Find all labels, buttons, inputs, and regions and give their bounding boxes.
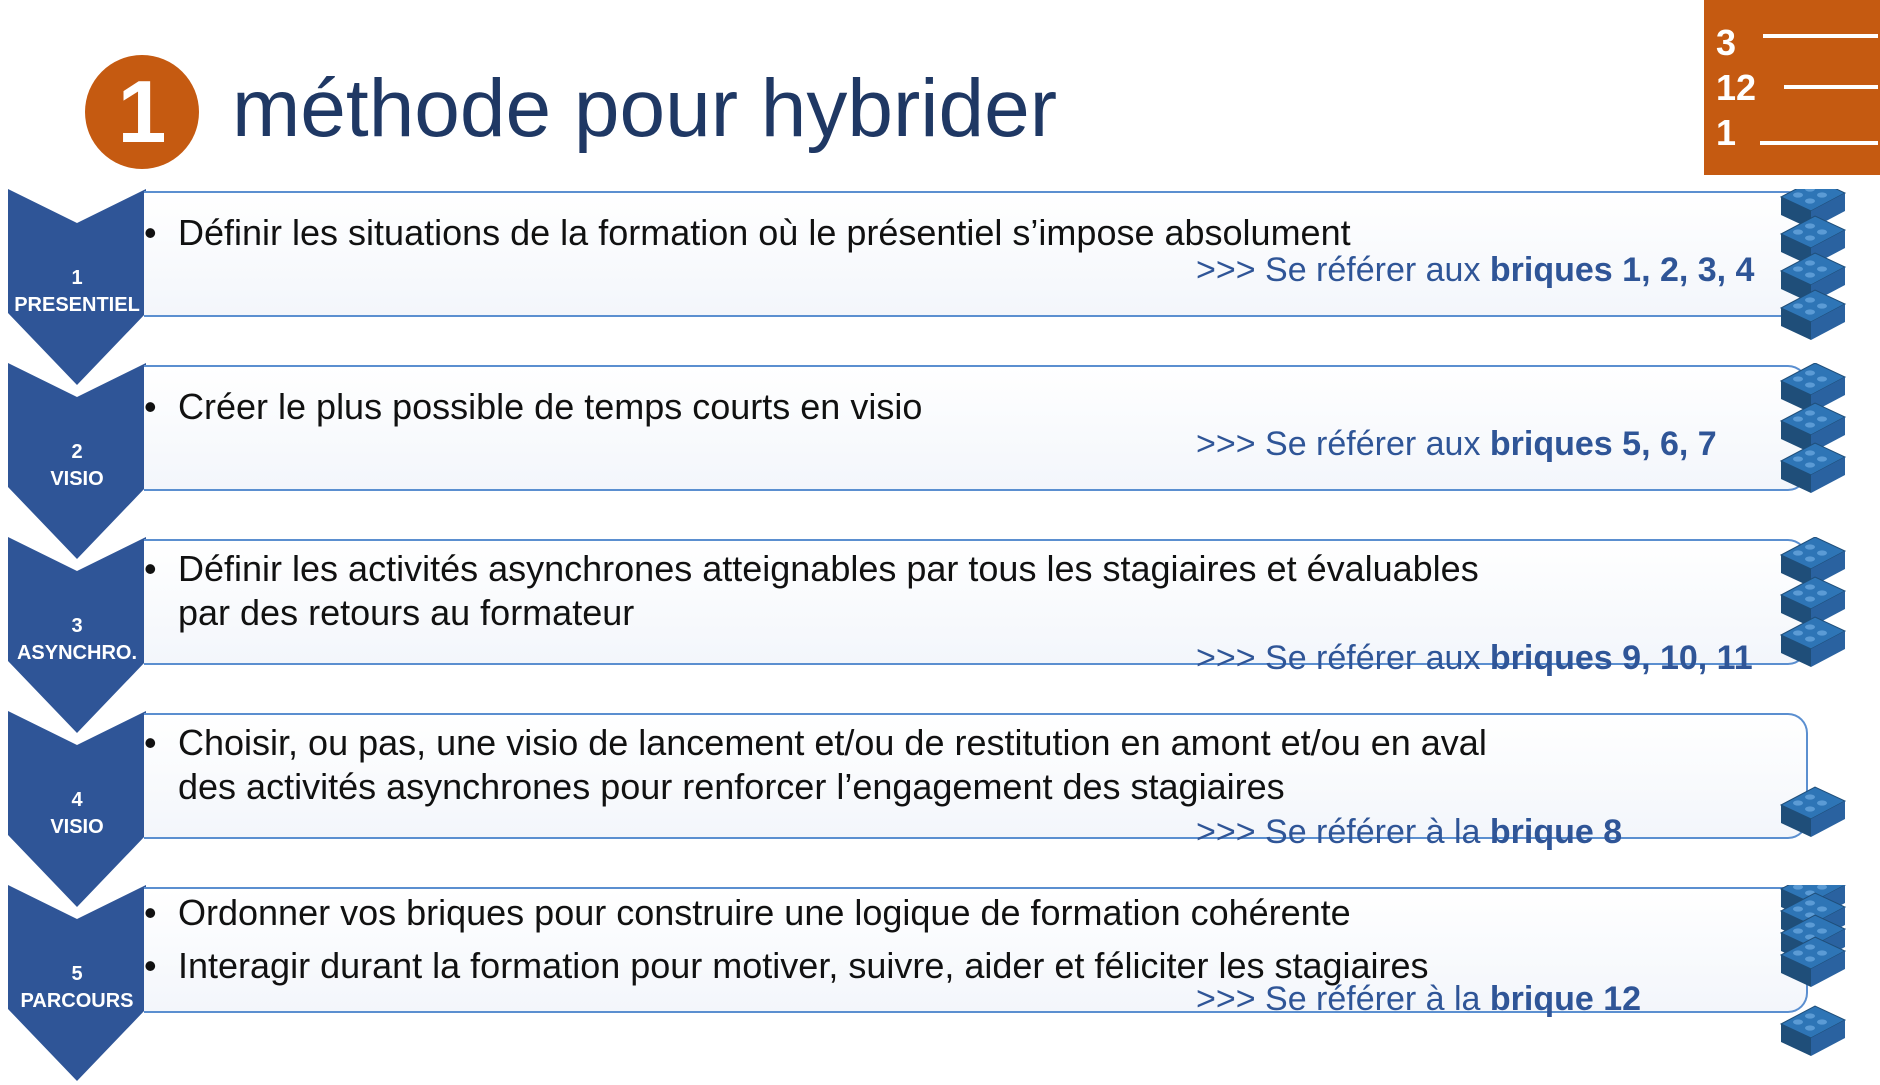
reference-bricks: briques 9, 10, 11 xyxy=(1489,639,1753,677)
bullet-text: • Créer le plus possible de temps courts en visio xyxy=(178,385,922,429)
lego-bricks-icon xyxy=(1773,885,1853,1085)
reference-bricks: brique 8 xyxy=(1489,813,1623,851)
title-number: 1 xyxy=(117,62,167,161)
reference-bricks: briques 1, 2, 3, 4 xyxy=(1489,251,1755,289)
bullet-text: • Choisir, ou pas, une visio de lancement et/ou de restitution en amont et/ou en aval des activités asynchrones pour renforcer l’engagement des stagiaires xyxy=(178,721,1487,809)
step-row-2 xyxy=(8,363,1878,533)
lego-bricks-icon xyxy=(1773,711,1853,911)
logo-rule xyxy=(1760,141,1878,145)
step-content-box xyxy=(144,539,1808,677)
bullet-text: • Interagir durant la formation pour motiver, suivre, aider et féliciter les stagiaires xyxy=(178,944,1429,988)
step-row-5 xyxy=(8,885,1878,1055)
logo-line-1: 3 xyxy=(1716,22,1737,63)
step-number: 5 xyxy=(71,963,83,985)
step-content-box xyxy=(144,887,1808,1018)
step-name: ASYNCHRO. xyxy=(16,642,137,664)
logo-line-3: 1 xyxy=(1716,112,1737,153)
logo-line-2: 12 xyxy=(1716,67,1757,108)
step-content-box xyxy=(144,365,1808,491)
lego-bricks-icon xyxy=(1773,363,1853,563)
step-name: VISIO xyxy=(50,816,104,838)
step-label xyxy=(8,787,146,841)
lego-bricks-icon xyxy=(1773,189,1853,389)
brick-reference xyxy=(1196,813,1622,852)
step-number: 2 xyxy=(71,441,83,463)
logo-rule xyxy=(1784,85,1878,89)
step-label xyxy=(8,265,146,319)
step-label xyxy=(8,439,146,493)
reference-prefix: >>> Se référer aux xyxy=(1196,251,1490,289)
title-number-badge xyxy=(85,55,199,169)
brick-reference xyxy=(1196,980,1641,1019)
reference-bricks: brique 12 xyxy=(1489,980,1642,1018)
bullet-text: • Définir les situations de la formation où le présentiel s’impose absolument xyxy=(178,211,1351,255)
bullet-text: • Ordonner vos briques pour construire une logique de formation cohérente xyxy=(178,891,1351,935)
step-row-3 xyxy=(8,537,1878,707)
reference-bricks: briques 5, 6, 7 xyxy=(1489,425,1717,463)
reference-prefix: >>> Se référer à la xyxy=(1196,813,1490,851)
lego-bricks-icon xyxy=(1773,537,1853,737)
logo-3-12-1 xyxy=(1704,0,1880,175)
page-title: méthode pour hybrider xyxy=(232,63,1058,154)
reference-prefix: >>> Se référer aux xyxy=(1196,639,1490,677)
step-label xyxy=(8,613,146,667)
step-content-box xyxy=(144,191,1808,317)
step-content-box xyxy=(144,713,1808,851)
step-name: PRESENTIEL xyxy=(14,294,140,316)
logo-rule xyxy=(1763,34,1878,38)
reference-prefix: >>> Se référer à la xyxy=(1196,980,1490,1018)
step-name: PARCOURS xyxy=(20,990,134,1012)
step-row-1 xyxy=(8,189,1878,359)
brick-reference xyxy=(1196,251,1754,290)
step-name: VISIO xyxy=(50,468,104,490)
step-number: 1 xyxy=(71,267,83,289)
step-number: 4 xyxy=(71,789,83,811)
step-row-4 xyxy=(8,711,1878,881)
brick-reference xyxy=(1196,425,1717,464)
brick-reference xyxy=(1196,639,1753,678)
step-number: 3 xyxy=(71,615,83,637)
step-label xyxy=(8,961,146,1015)
bullet-text: • Définir les activités asynchrones atteignables par tous les stagiaires et évaluables par des retours au formateur xyxy=(178,547,1479,635)
reference-prefix: >>> Se référer aux xyxy=(1196,425,1490,463)
